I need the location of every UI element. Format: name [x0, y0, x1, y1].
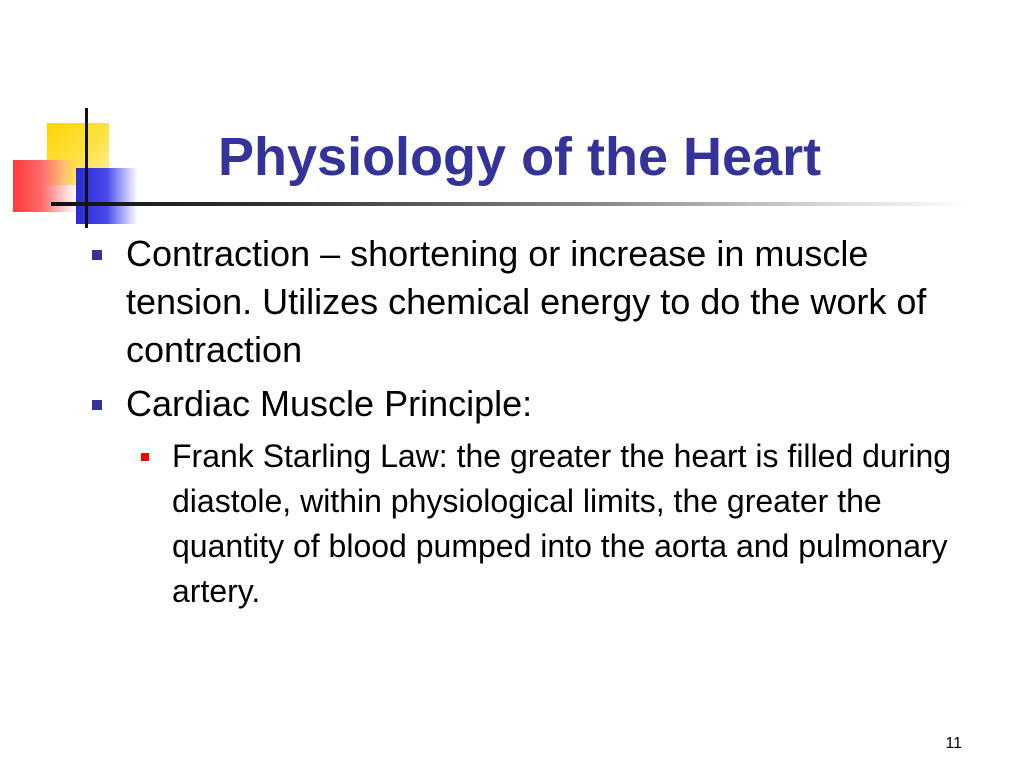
bullet-item	[90, 380, 976, 428]
slide-title: Physiology of the Heart	[218, 127, 822, 187]
sub-bullet-square-icon	[141, 453, 149, 461]
vertical-line-decoration	[85, 108, 88, 228]
title-underline	[51, 202, 971, 206]
bullet-text: Contraction – shortening or increase in muscle tension. Utilizes chemical energy to do the work of contraction	[126, 233, 927, 370]
sub-bullet-text: Frank Starling Law: the greater the heart is filled during diastole, within physiological limits, the greater the quantity of blood pumped into the aorta and pulmonary artery.	[172, 438, 952, 609]
bullet-item	[90, 230, 976, 374]
bullet-text: Cardiac Muscle Principle:	[126, 383, 533, 424]
bullet-square-icon	[92, 400, 102, 410]
page-number: 11	[945, 735, 962, 752]
slide-content	[90, 230, 990, 614]
sub-bullet-item	[136, 434, 982, 614]
bullet-square-icon	[92, 250, 102, 260]
